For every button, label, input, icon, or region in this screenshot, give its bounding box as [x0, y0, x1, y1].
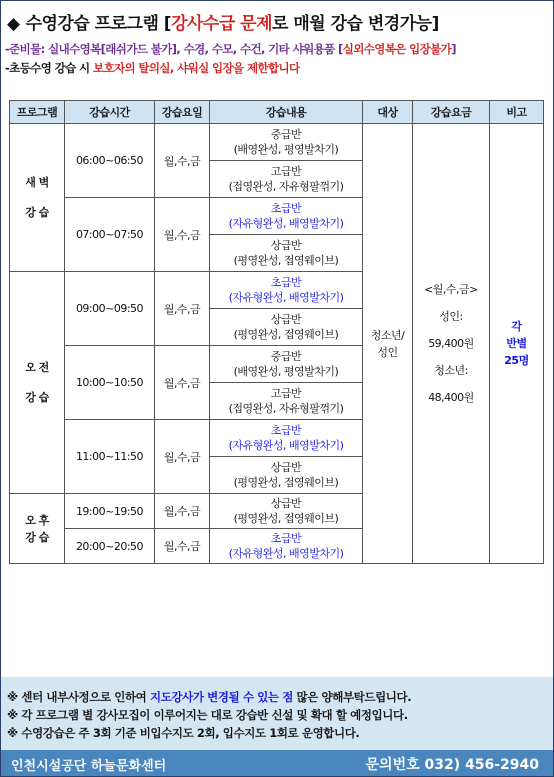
level-name: 초급반 [270, 532, 302, 545]
col-days: 강습요일 [155, 101, 210, 124]
class-level [210, 383, 363, 420]
contact-number: 문의번호 032) 456-2940 [365, 757, 539, 773]
program-group: 오 후 강 습 [10, 494, 65, 564]
class-time: 06:00~06:50 [65, 124, 155, 198]
class-level [210, 161, 363, 198]
organization-name: 인천시설공단 하늘문화센터 [11, 759, 167, 774]
level-desc: (평영완성, 접영웨이브) [233, 476, 339, 489]
table-row [10, 124, 544, 161]
level-desc: (자유형완성, 배영발차기) [228, 547, 344, 560]
note-cell: 각 반별 25명 [490, 124, 544, 564]
level-name: 고급반 [270, 165, 302, 178]
level-name: 중급반 [270, 350, 302, 363]
level-name: 상급반 [270, 461, 302, 474]
col-program: 프로그램 [10, 101, 65, 124]
col-fee: 강습요금 [413, 101, 490, 124]
class-days: 월,수,금 [155, 346, 210, 420]
class-time: 07:00~07:50 [65, 198, 155, 272]
level-desc: (자유형완성, 배영발차기) [228, 217, 344, 230]
class-level [210, 346, 363, 383]
title-highlight: 강사수급 문제 [171, 14, 273, 34]
class-level [210, 124, 363, 161]
class-level [210, 457, 363, 494]
class-days: 월,수,금 [155, 529, 210, 564]
schedule-table [9, 100, 544, 564]
class-days: 월,수,금 [155, 198, 210, 272]
class-time: 10:00~10:50 [65, 346, 155, 420]
level-desc: (평영완성, 접영웨이브) [233, 254, 339, 267]
class-level [210, 235, 363, 272]
level-desc: (배영완성, 평영발차기) [233, 365, 339, 378]
class-days: 월,수,금 [155, 420, 210, 494]
level-desc: (배영완성, 평영발차기) [233, 143, 339, 156]
fee-cell: <월,수,금> 성인: 59,400원 청소년: 48,400원 [413, 124, 490, 564]
class-level [210, 494, 363, 529]
table-header-row [10, 101, 544, 124]
level-desc: (자유형완성, 배영발차기) [228, 291, 344, 304]
supplies-line: -준비물: 실내수영복[래쉬가드 불가], 수경, 수모, 수건, 기타 샤워용품 [실외수영복은 입장불가] [5, 42, 456, 56]
footer-note: ※ 수영강습은 주 3회 기준 비입수지도 2회, 입수지도 1회로 운영합니다. [7, 726, 360, 740]
class-days: 월,수,금 [155, 272, 210, 346]
footer-note: ※ 각 프로그램 별 강사모집이 이루어지는 대로 강습반 신설 및 확대 할 예정입니다. [7, 708, 408, 722]
class-time: 20:00~20:50 [65, 529, 155, 564]
level-name: 중급반 [270, 128, 302, 141]
class-level [210, 272, 363, 309]
class-time: 11:00~11:50 [65, 420, 155, 494]
diamond-icon: ◆ [7, 14, 20, 34]
col-content: 강습내용 [210, 101, 363, 124]
level-name: 초급반 [270, 424, 302, 437]
level-name: 상급반 [270, 239, 302, 252]
guardian-notice: -초등수영 강습 시 보호자의 탈의실, 샤워실 입장을 제한합니다 [5, 61, 300, 75]
class-time: 09:00~09:50 [65, 272, 155, 346]
target-cell: 청소년/ 성인 [363, 124, 413, 564]
page-title: ◆ 수영강습 프로그램 [강사수급 문제로 매월 강습 변경가능] [7, 14, 439, 34]
level-name: 고급반 [270, 387, 302, 400]
level-desc: (평영완성, 접영웨이브) [233, 512, 339, 525]
level-desc: (접영완성, 자유형팔꺾기) [228, 402, 344, 415]
level-name: 상급반 [270, 497, 302, 510]
level-name: 초급반 [270, 202, 302, 215]
program-group: 오 전 강 습 [10, 272, 65, 494]
footer-note: ※ 센터 내부사정으로 인하여 지도강사가 변경될 수 있는 점 많은 양해부탁드립니다. [7, 690, 412, 704]
class-level [210, 309, 363, 346]
class-level [210, 198, 363, 235]
level-desc: (접영완성, 자유형팔꺾기) [228, 180, 344, 193]
level-desc: (평영완성, 접영웨이브) [233, 328, 339, 341]
level-desc: (자유형완성, 배영발차기) [228, 439, 344, 452]
program-group: 새 벽 강 습 [10, 124, 65, 272]
class-days: 월,수,금 [155, 124, 210, 198]
class-time: 19:00~19:50 [65, 494, 155, 529]
class-level [210, 420, 363, 457]
level-name: 초급반 [270, 276, 302, 289]
col-target: 대상 [363, 101, 413, 124]
col-note: 비고 [490, 101, 544, 124]
level-name: 상급반 [270, 313, 302, 326]
footer-bar [1, 750, 553, 776]
class-days: 월,수,금 [155, 494, 210, 529]
schedule-body [10, 124, 544, 564]
col-time: 강습시간 [65, 101, 155, 124]
class-level [210, 529, 363, 564]
